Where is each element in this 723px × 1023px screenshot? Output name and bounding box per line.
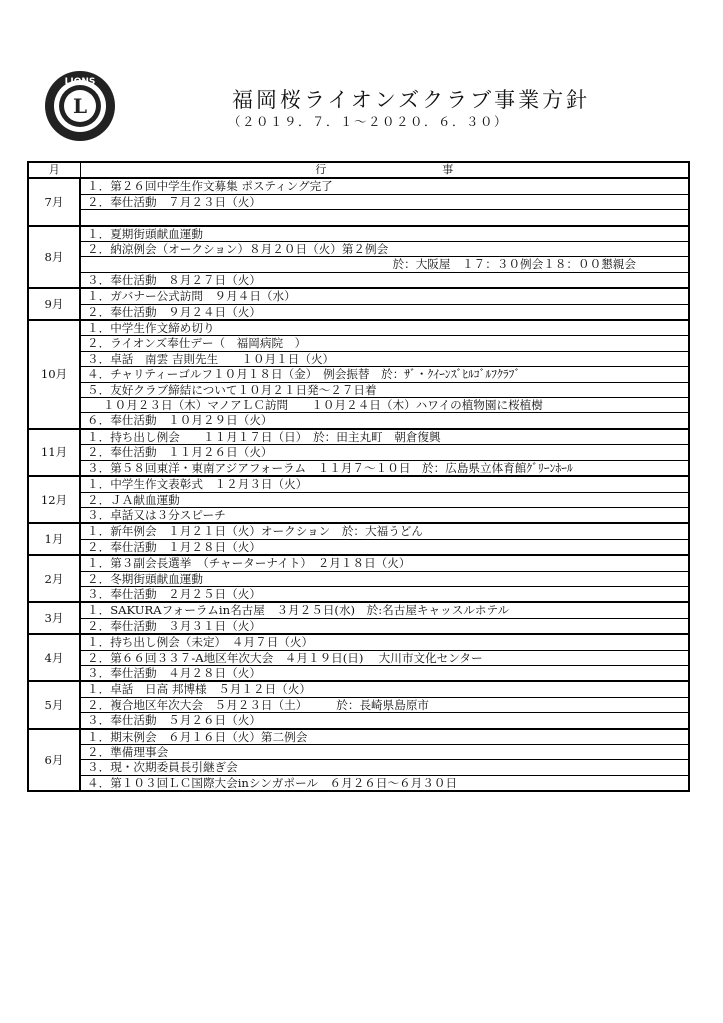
event-text: ３．奉仕活動 ５月２６日（火） [87, 713, 261, 728]
table-row [28, 745, 689, 760]
fiscal-period: （２０１９．７．１～２０２０．６．３０） [228, 114, 509, 129]
event-cell [80, 288, 689, 304]
event-text: ５．友好クラブ締結について１０月２１日発～２７日着 [87, 382, 377, 397]
event-text: ２．奉仕活動 １１月２６日（火） [87, 445, 273, 460]
table-row [28, 194, 689, 209]
table-row [28, 602, 689, 618]
event-text: ２．納涼例会（オークション）８月２０日（火）第２例会 [87, 242, 389, 257]
table-row [28, 775, 689, 791]
event-text: ２．第６６回３３７-A地区年次大会 ４月１９日(日) 大川市文化センター [87, 650, 483, 665]
table-row [28, 210, 689, 226]
table-row [28, 178, 689, 194]
event-cell [80, 523, 689, 539]
event-text: ４．第１０３回ＬＣ国際大会inシンガポール ６月２６日～６月３０日 [87, 775, 458, 790]
month-cell: 11月 [28, 429, 80, 476]
table-row [28, 445, 689, 460]
page-title: 福岡桜ライオンズクラブ事業方針 [232, 88, 591, 112]
event-cell [80, 367, 689, 382]
month-cell: 7月 [28, 178, 80, 225]
event-cell [80, 351, 689, 366]
event-text: ２．準備理事会 [87, 745, 169, 760]
table-row [28, 304, 689, 320]
event-text: ３．現・次期委員長引継ぎ会 [87, 760, 238, 775]
event-cell [80, 775, 689, 791]
event-cell [80, 697, 689, 712]
table-row [28, 618, 689, 634]
annual-schedule-table [27, 161, 690, 792]
event-text: １．第２６回中学生作文募集 ポスティング完了 [87, 179, 333, 194]
table-row [28, 351, 689, 366]
event-cell [80, 272, 689, 288]
table-row [28, 460, 689, 476]
table-row [28, 398, 689, 413]
event-text: ３．卓話又は３分スピーチ [87, 507, 226, 522]
event-text: １．持ち出し例会 １１月１７日（日） 於：田主丸町 朝倉復興 [87, 429, 441, 444]
event-cell [80, 210, 689, 226]
table-row [28, 729, 689, 745]
event-cell [80, 398, 689, 413]
month-cell: 9月 [28, 288, 80, 320]
event-text: 於：大阪屋 １７：３０例会１８：００懇親会 [392, 257, 636, 272]
table-row [28, 681, 689, 697]
event-text: １．第３副会長選挙 （チャーターナイト） ２月１８日（火） [87, 556, 411, 571]
event-cell [80, 413, 689, 429]
table-row [28, 507, 689, 523]
table-row [28, 288, 689, 304]
event-text: １．期末例会 ６月１６日（火）第二例会 [87, 729, 308, 744]
event-text: ２．奉仕活動 ９月２４日（火） [87, 304, 261, 319]
event-cell [80, 650, 689, 665]
table-row [28, 492, 689, 507]
table-row [28, 713, 689, 729]
event-cell [80, 460, 689, 476]
table-row [28, 539, 689, 555]
events-column-header [80, 162, 689, 178]
month-cell: 4月 [28, 634, 80, 681]
event-text: １．中学生作文締め切り [87, 321, 215, 336]
table-row [28, 320, 689, 336]
table-row [28, 367, 689, 382]
event-text: ２．複合地区年次大会 ５月２３日（土） 於：長崎県島原市 [87, 697, 430, 712]
event-text: ４．チャリティーゴルフ１０月１８日（金） 例会振替 於：ｻﾞ・ｸｲｰﾝｽﾞﾋﾙｺﾞﾙﾌｸﾗﾌﾞ [87, 367, 521, 382]
table-row [28, 571, 689, 586]
month-cell: 5月 [28, 681, 80, 728]
table-row [28, 523, 689, 539]
event-cell [80, 257, 689, 272]
table-row [28, 257, 689, 272]
month-cell: 3月 [28, 602, 80, 634]
events-header-char-2: 事 [442, 163, 454, 176]
lions-emblem-icon [42, 68, 118, 144]
table-row [28, 665, 689, 681]
table-row [28, 272, 689, 288]
table-row [28, 413, 689, 429]
event-cell [80, 476, 689, 492]
event-cell [80, 539, 689, 555]
event-text: ３．卓話 南雲 吉則先生 １０月１日（火） [87, 351, 335, 366]
table-row [28, 429, 689, 445]
event-cell [80, 429, 689, 445]
table-row [28, 242, 689, 257]
event-cell [80, 555, 689, 571]
event-text: ６．奉仕活動 １０月２９日（火） [87, 413, 273, 428]
table-row [28, 760, 689, 775]
event-cell [80, 178, 689, 194]
month-cell: 2月 [28, 555, 80, 602]
table-row [28, 697, 689, 712]
table-row [28, 586, 689, 602]
event-text: ２．奉仕活動 １月２８日（火） [87, 539, 261, 554]
event-text: １．卓話 日高 邦博様 ５月１２日（火） [87, 682, 311, 697]
event-text: １．夏期街頭献血運動 [87, 226, 203, 241]
events-header-char-1: 行 [315, 163, 327, 176]
event-cell [80, 760, 689, 775]
event-text: １．SAKURAフォーラムin名古屋 ３月２５日(水) 於:名古屋キャッスルホテル [87, 603, 510, 618]
event-text: ２．奉仕活動 ３月３１日（火） [87, 618, 261, 633]
event-text: １．持ち出し例会（未定） ４月７日（火） [87, 635, 314, 650]
table-row [28, 634, 689, 650]
table-row [28, 650, 689, 665]
table-header-row [28, 162, 689, 178]
table-row [28, 555, 689, 571]
event-cell [80, 320, 689, 336]
table-row [28, 226, 689, 242]
month-cell: 12月 [28, 476, 80, 523]
month-cell: 6月 [28, 729, 80, 792]
event-text: ２．冬期街頭献血運動 [87, 571, 203, 586]
month-cell: 8月 [28, 226, 80, 289]
month-cell: 10月 [28, 320, 80, 429]
event-cell [80, 445, 689, 460]
event-cell [80, 507, 689, 523]
event-cell [80, 304, 689, 320]
logo-lions-text: LIONS [64, 77, 96, 87]
event-cell [80, 729, 689, 745]
event-text: ２．奉仕活動 ７月２３日（火） [87, 194, 261, 209]
event-text: ２．ＪＡ献血運動 [87, 492, 180, 507]
month-cell: 1月 [28, 523, 80, 555]
event-text: １．中学生作文表彰式 １２月３日（火） [87, 477, 308, 492]
event-text: ３．奉仕活動 ４月２８日（火） [87, 665, 261, 680]
table-row [28, 382, 689, 397]
schedule-body [28, 178, 689, 791]
event-cell [80, 618, 689, 634]
event-cell [80, 681, 689, 697]
event-cell [80, 226, 689, 242]
logo-letter: L [72, 94, 88, 118]
event-text: ２．ライオンズ奉仕デー（ 福岡病院 ） [87, 336, 307, 351]
table-row [28, 336, 689, 351]
month-column-header: 月 [28, 162, 80, 178]
event-cell [80, 586, 689, 602]
event-cell [80, 242, 689, 257]
event-cell [80, 634, 689, 650]
event-cell [80, 336, 689, 351]
event-text: １．ガバナー公式訪問 ９月４日（水） [87, 289, 296, 304]
event-cell [80, 745, 689, 760]
event-text: ３．奉仕活動 ８月２７日（火） [87, 272, 261, 287]
table-row [28, 476, 689, 492]
event-cell [80, 602, 689, 618]
event-cell [80, 571, 689, 586]
event-cell [80, 665, 689, 681]
event-cell [80, 713, 689, 729]
event-cell [80, 194, 689, 209]
event-text: ３．第５８回東洋・東南アジアフォーラム １１月７～１０日 於：広島県立体育館ｸﾞﾘｰﾝﾎｰﾙ [87, 460, 573, 475]
event-cell [80, 382, 689, 397]
event-cell [80, 492, 689, 507]
event-text: ３．奉仕活動 ２月２５日（火） [87, 586, 261, 601]
event-text: １．新年例会 １月２１日（火）オークション 於：大福うどん [87, 524, 423, 539]
event-text: １０月２３日（木）マノアＬＣ訪問 １０月２４日（木）ハワイの植物園に桜植樹 [103, 398, 543, 413]
